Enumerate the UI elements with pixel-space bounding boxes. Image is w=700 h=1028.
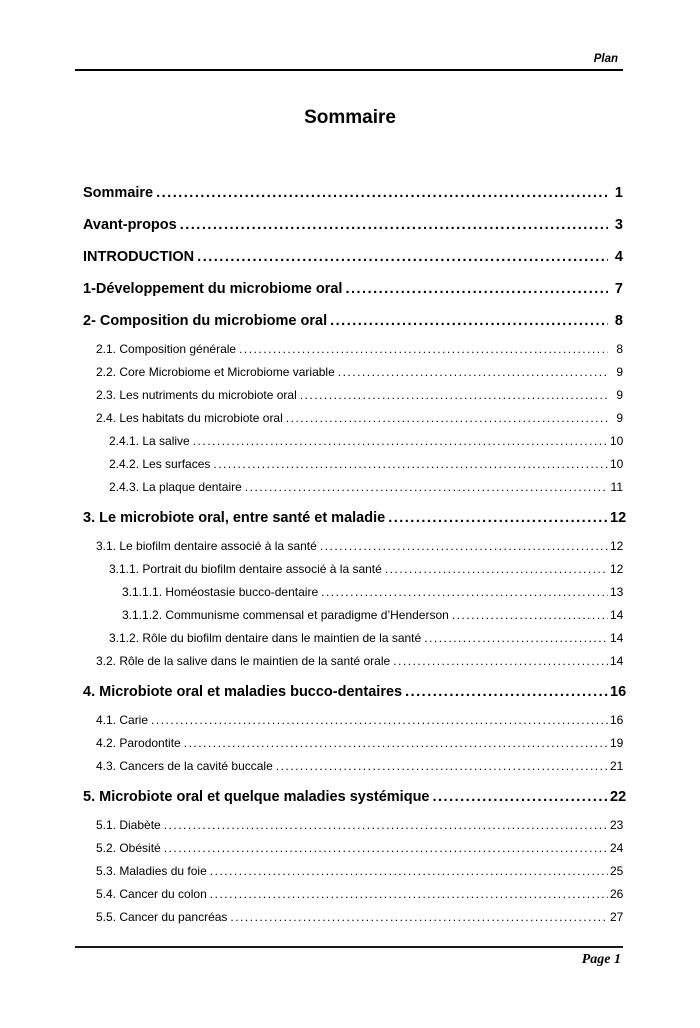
toc-leader-dots (388, 509, 608, 527)
toc-entry-label: 5.3. Maladies du foie (96, 864, 207, 878)
toc-leader-dots (213, 456, 608, 472)
toc-entry (75, 538, 623, 554)
toc-entry (75, 735, 623, 751)
toc-entry (75, 216, 623, 234)
toc-entry (75, 341, 623, 357)
toc-entry-page: 12 (610, 510, 627, 526)
toc-entry-page: 9 (616, 365, 623, 379)
toc-entry-page: 14 (610, 608, 624, 622)
toc-entry (75, 433, 623, 449)
toc-entry (75, 886, 623, 902)
toc-leader-dots (300, 387, 608, 403)
toc-entry-page: 16 (610, 684, 627, 700)
toc-leader-dots (156, 184, 608, 202)
toc-entry-label: 2.2. Core Microbiome et Microbiome variable (96, 365, 335, 379)
toc-entry-label: 5.5. Cancer du pancréas (96, 910, 228, 924)
toc-entry (75, 509, 627, 527)
page-number: Page 1 (581, 952, 621, 967)
toc-entry-page: 8 (616, 342, 623, 356)
toc-leader-dots (164, 840, 608, 856)
toc-entry-page: 12 (610, 562, 624, 576)
toc-entry-label: 4.3. Cancers de la cavité buccale (96, 759, 273, 773)
toc-leader-dots (210, 863, 608, 879)
toc-entry-label: 5.4. Cancer du colon (96, 887, 207, 901)
toc-leader-dots (239, 341, 608, 357)
toc-entry-page: 14 (610, 631, 624, 645)
toc-leader-dots (164, 817, 608, 833)
toc-entry (75, 561, 623, 577)
toc-entry-page: 14 (610, 654, 624, 668)
toc-leader-dots (393, 653, 608, 669)
toc-entry-label: 2.4. Les habitats du microbiote oral (96, 411, 283, 425)
toc-entry-page: 4 (614, 249, 623, 265)
toc-leader-dots (330, 312, 608, 330)
toc-leader-dots (452, 607, 608, 623)
toc-leader-dots (230, 909, 608, 925)
toc-entry-page: 10 (610, 457, 624, 471)
toc-entry-label: 2- Composition du microbiome oral (83, 313, 328, 329)
toc-entry-label: Avant-propos (83, 217, 177, 233)
toc-entry-label: 3.1.1. Portrait du biofilm dentaire associé à la santé (109, 562, 382, 576)
toc-entry-label: 2.4.1. La salive (109, 434, 190, 448)
toc-leader-dots (321, 584, 608, 600)
toc-entry (75, 248, 623, 266)
toc-entry-page: 12 (610, 539, 624, 553)
toc-entry-page: 26 (610, 887, 624, 901)
toc-entry (75, 758, 623, 774)
toc-entry-page: 9 (616, 388, 623, 402)
toc-entry-page: 23 (610, 818, 624, 832)
toc-entry (75, 653, 623, 669)
toc-entry-page: 7 (614, 281, 623, 297)
toc-entry-label: 3. Le microbiote oral, entre santé et maladie (83, 510, 386, 526)
toc-entry-page: 25 (610, 864, 624, 878)
toc-entry-page: 21 (610, 759, 624, 773)
toc-entry (75, 840, 623, 856)
toc-entry (75, 479, 623, 495)
toc-leader-dots (151, 712, 608, 728)
toc-entry (75, 584, 623, 600)
toc-entry-page: 10 (610, 434, 624, 448)
running-head: Plan (593, 53, 618, 65)
toc-entry-label: 4.2. Parodontite (96, 736, 181, 750)
page-header (75, 52, 623, 71)
toc-entry-page: 27 (610, 910, 624, 924)
toc-entry (75, 456, 623, 472)
toc-leader-dots (286, 410, 608, 426)
toc-entry (75, 863, 623, 879)
toc-entry-label: 3.1. Le biofilm dentaire associé à la santé (96, 539, 317, 553)
toc-entry (75, 364, 623, 380)
toc-entry (75, 184, 623, 202)
toc-entry-label: 3.1.1.2. Communisme commensal et paradigme d’Henderson (122, 608, 449, 622)
toc-entry-label: 2.3. Les nutriments du microbiote oral (96, 388, 297, 402)
toc-entry (75, 788, 627, 806)
toc-leader-dots (338, 364, 608, 380)
table-of-contents (75, 184, 627, 925)
toc-leader-dots (424, 630, 608, 646)
toc-leader-dots (276, 758, 608, 774)
toc-entry-page: 19 (610, 736, 624, 750)
page-title: Sommaire (304, 107, 396, 128)
toc-entry-page: 22 (610, 789, 627, 805)
toc-entry (75, 683, 627, 701)
toc-entry (75, 312, 623, 330)
toc-leader-dots (245, 479, 608, 495)
toc-leader-dots (345, 280, 608, 298)
toc-entry-label: 5.1. Diabète (96, 818, 161, 832)
toc-leader-dots (385, 561, 608, 577)
toc-entry (75, 712, 623, 728)
toc-entry (75, 387, 623, 403)
toc-entry-label: Sommaire (83, 185, 154, 201)
toc-entry (75, 280, 623, 298)
toc-leader-dots (210, 886, 608, 902)
toc-entry (75, 607, 623, 623)
toc-entry (75, 630, 623, 646)
toc-entry-label: 3.1.2. Rôle du biofilm dentaire dans le maintien de la santé (109, 631, 422, 645)
toc-leader-dots (180, 216, 608, 234)
toc-leader-dots (405, 683, 608, 701)
toc-leader-dots (433, 788, 609, 806)
toc-entry (75, 909, 623, 925)
page-footer (75, 946, 623, 969)
toc-leader-dots (197, 248, 608, 266)
toc-entry-label: 1-Développement du microbiome oral (83, 281, 343, 297)
toc-entry-label: INTRODUCTION (83, 249, 195, 265)
toc-entry (75, 410, 623, 426)
toc-entry-page: 13 (610, 585, 624, 599)
toc-entry-label: 2.1. Composition générale (96, 342, 237, 356)
toc-leader-dots (193, 433, 608, 449)
toc-entry-label: 5.2. Obésité (96, 841, 161, 855)
toc-entry-label: 4.1. Carie (96, 713, 149, 727)
toc-entry-label: 2.4.2. Les surfaces (109, 457, 211, 471)
toc-entry-label: 3.1.1.1. Homéostasie bucco-dentaire (122, 585, 319, 599)
toc-entry-page: 3 (614, 217, 623, 233)
toc-leader-dots (320, 538, 608, 554)
toc-entry-label: 4. Microbiote oral et maladies bucco-dentaires (83, 684, 403, 700)
toc-entry-page: 11 (610, 480, 623, 494)
toc-entry-page: 24 (610, 841, 624, 855)
toc-entry-page: 8 (614, 313, 623, 329)
toc-leader-dots (184, 735, 608, 751)
toc-entry-label: 5. Microbiote oral et quelque maladies systémique (83, 789, 430, 805)
toc-entry-page: 1 (614, 185, 623, 201)
toc-entry-label: 2.4.3. La plaque dentaire (109, 480, 242, 494)
toc-entry-page: 16 (610, 713, 624, 727)
toc-entry-label: 3.2. Rôle de la salive dans le maintien de la santé orale (96, 654, 391, 668)
toc-entry-page: 9 (616, 411, 623, 425)
toc-entry (75, 817, 623, 833)
